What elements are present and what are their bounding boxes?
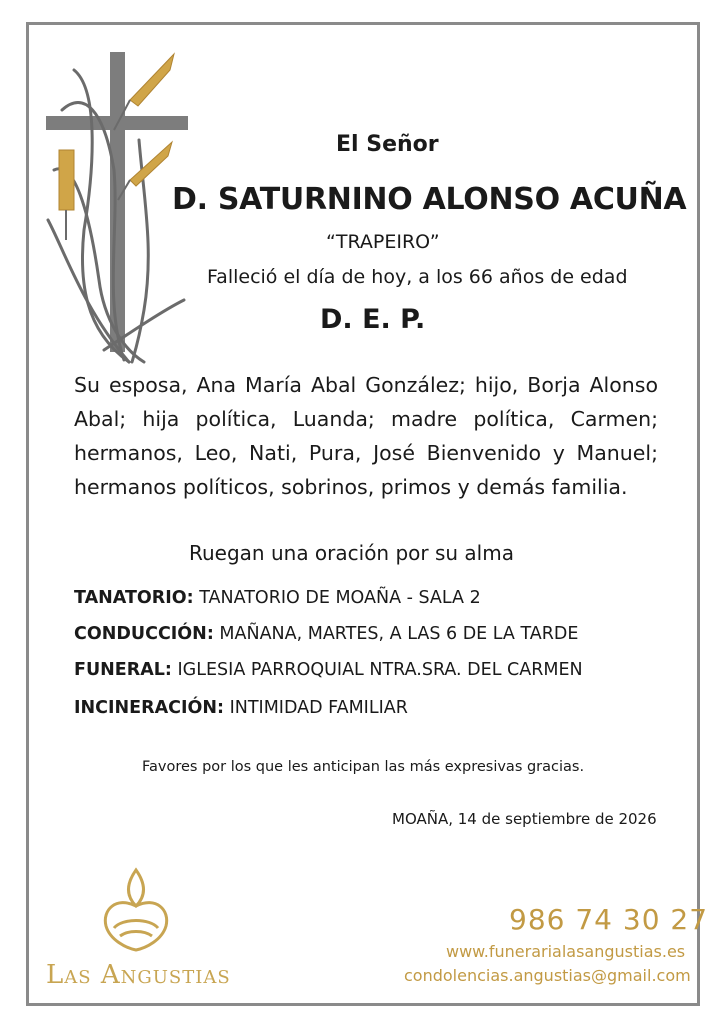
detail-label: INCINERACIÓN: [74, 698, 225, 718]
brand-name: Las Angustias [46, 960, 231, 990]
website-link[interactable]: www.funerarialasangustias.es [446, 942, 686, 961]
prayer-request: Ruegan una oración por su alma [189, 541, 514, 565]
detail-label: CONDUCCIÓN: [74, 624, 214, 644]
detail-value: INTIMIDAD FAMILIAR [229, 698, 408, 718]
detail-value: TANATORIO DE MOAÑA - SALA 2 [199, 588, 481, 608]
detail-value: MAÑANA, MARTES, A LAS 6 DE LA TARDE [219, 624, 579, 644]
detail-label: FUNERAL: [74, 660, 172, 680]
thanks-text: Favores por los que les anticipan las más expresivas gracias. [142, 759, 585, 775]
detail-tanatorio [74, 588, 481, 608]
detail-funeral [74, 660, 583, 680]
email-link[interactable]: condolencias.angustias@gmail.com [404, 966, 691, 985]
family-paragraph: Su esposa, Ana María Abal González; hijo, Borja Alonso Abal; hija política, Luanda; madre política, Carmen; hermanos, Leo, Nati, Pura, José Bienvenido y Manuel; hermanos políticos, sobrinos, primos y demás familia. [74, 373, 658, 499]
detail-incineracion [74, 698, 408, 718]
las-angustias-logo-icon [96, 866, 176, 956]
phone-number: 986 74 30 27 [509, 903, 709, 936]
death-age-text: Falleció el día de hoy, a los 66 años de edad [207, 266, 628, 288]
detail-conduccion [74, 624, 578, 644]
deceased-name: D. SATURNINO ALONSO ACUÑA [172, 182, 687, 217]
place-date: MOAÑA, 14 de septiembre de 2026 [392, 810, 657, 828]
deceased-title: El Señor [336, 132, 439, 157]
deceased-nickname: “TRAPEIRO” [326, 231, 440, 253]
rip-text: D. E. P. [320, 304, 426, 335]
detail-value: IGLESIA PARROQUIAL NTRA.SRA. DEL CARMEN [177, 660, 583, 680]
detail-label: TANATORIO: [74, 588, 194, 608]
